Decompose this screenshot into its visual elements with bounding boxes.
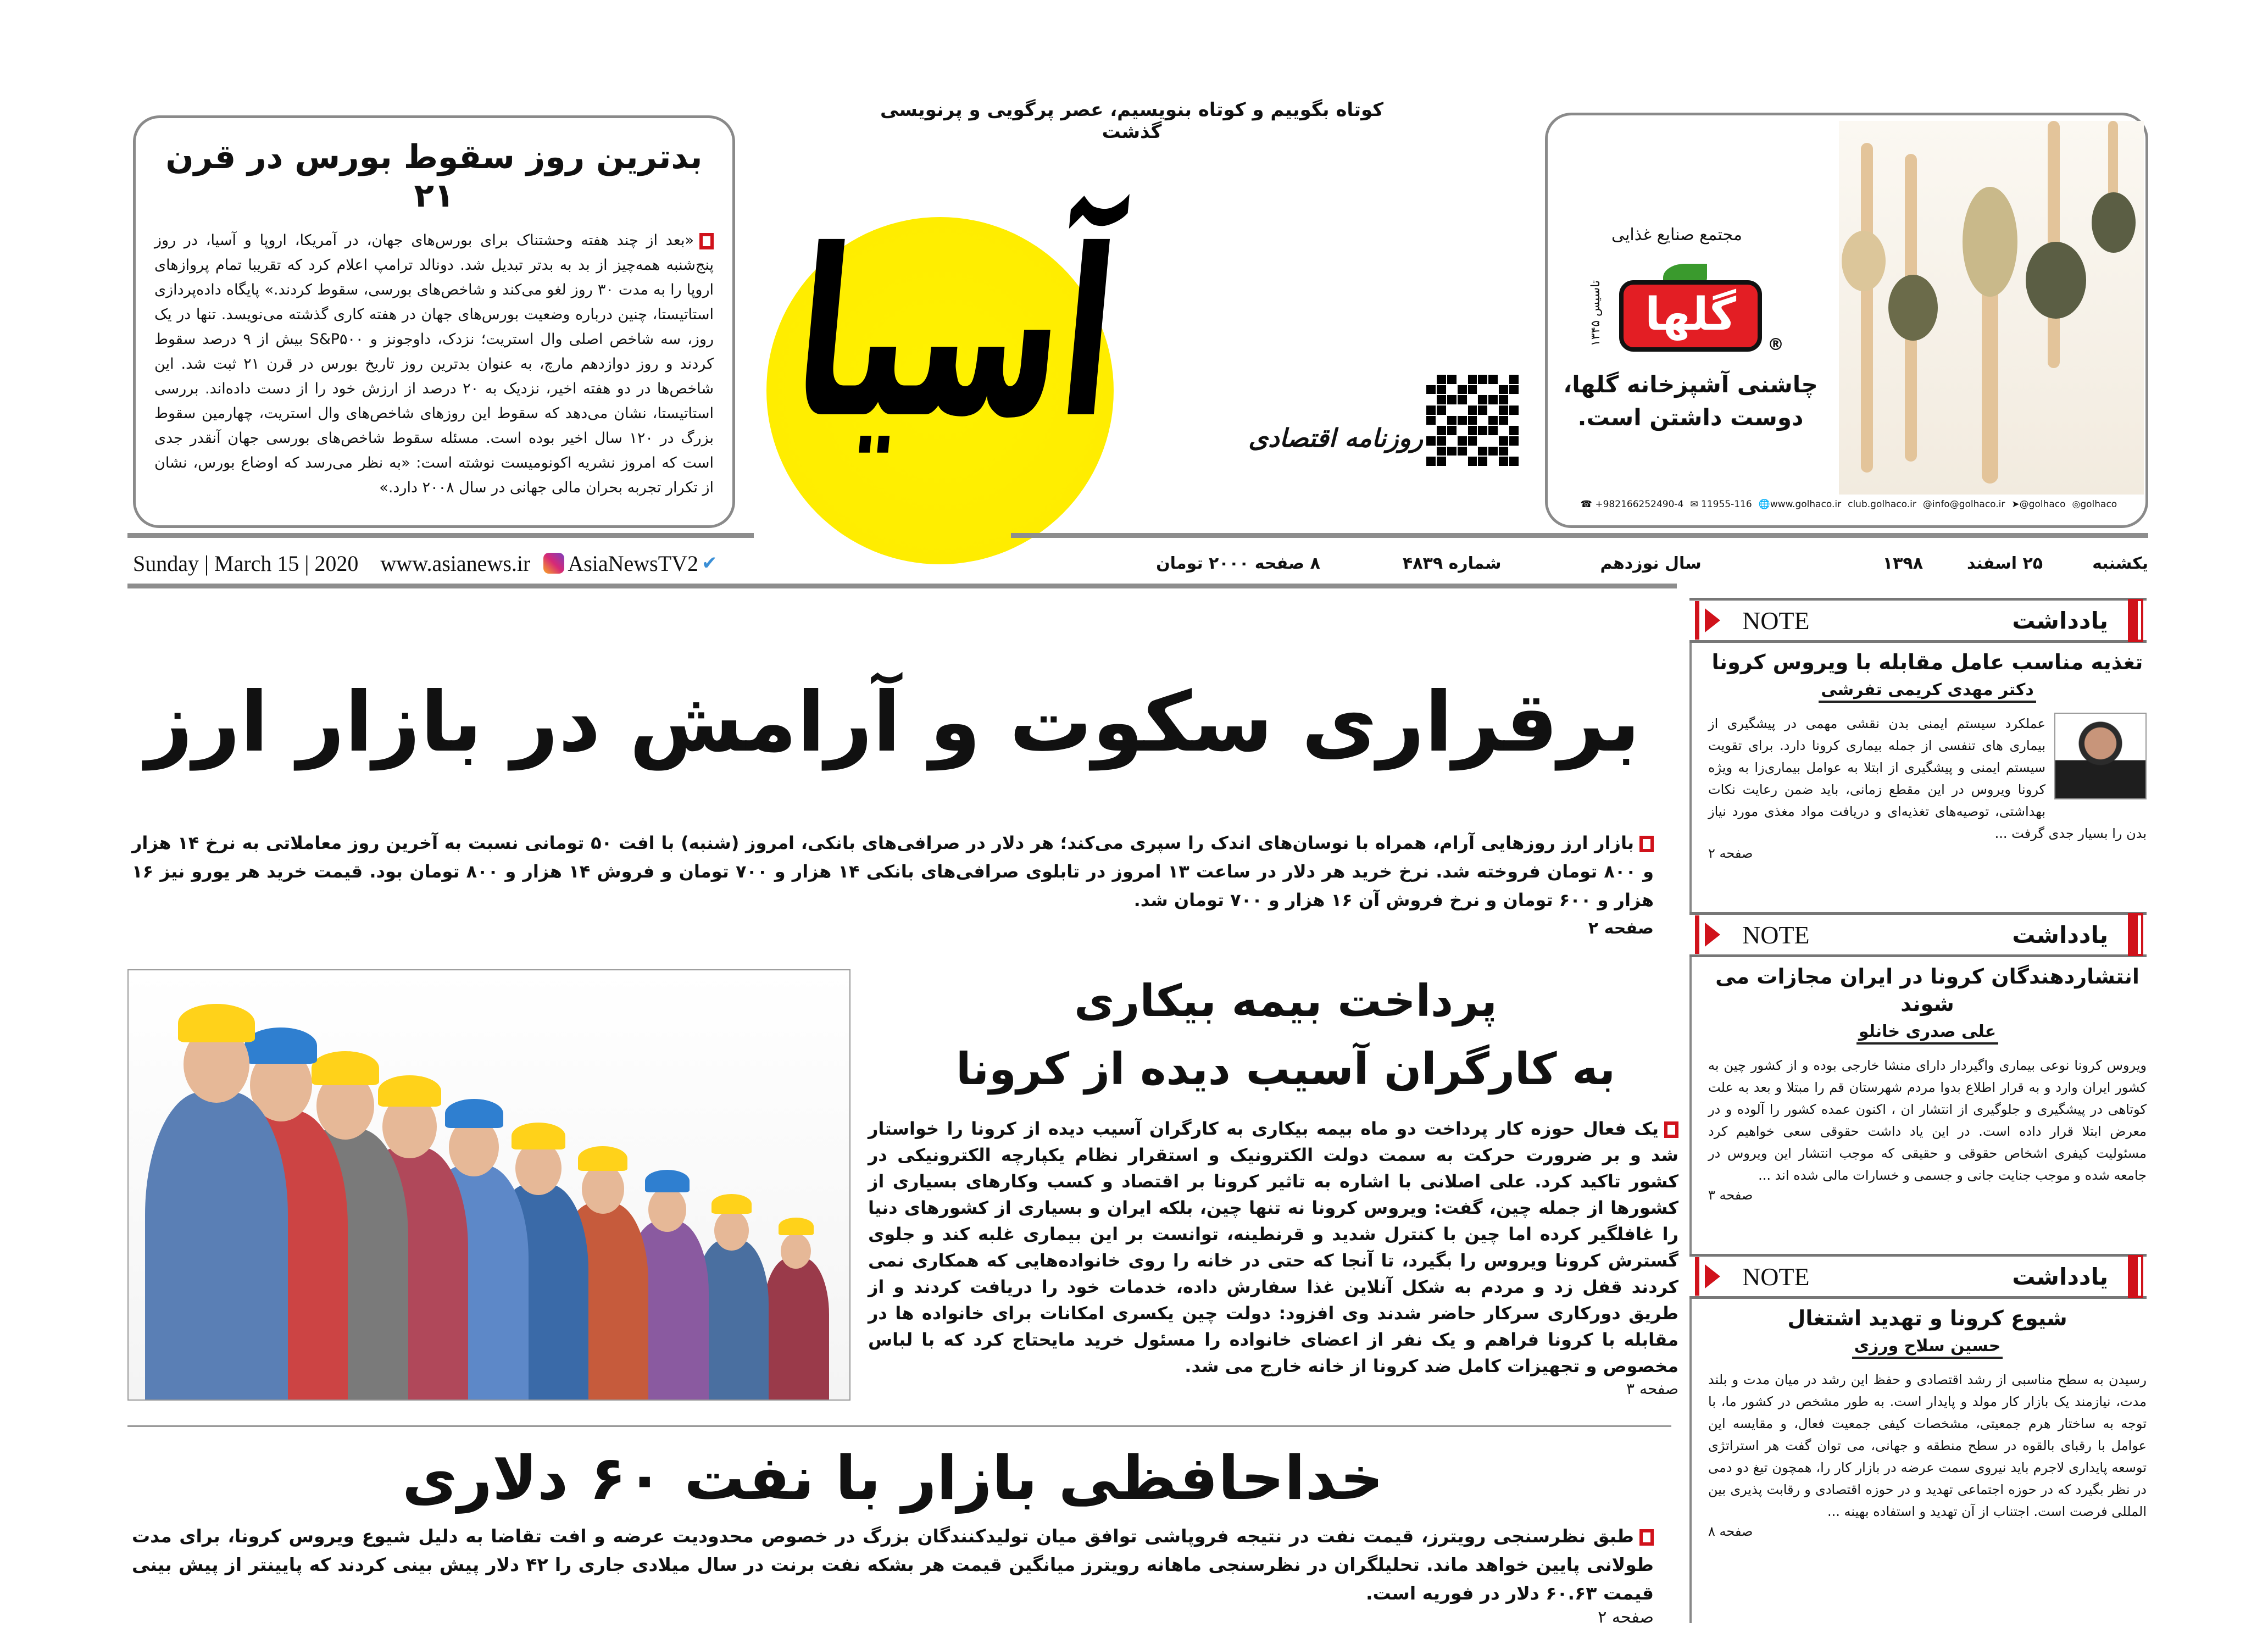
note-text: رسیدن به سطح مناسبی از رشد اقتصادی و حفظ این رشد در میان مدت و بلند مدت، نیازمند یک بازار کار مولد و پایدار است. به طور مشخص در کشور ما، با توجه به ساختار هرم جمعیتی، مشخصات کیفی جمعیت فعال، و مقایسه این عوامل با رقبای بالقوه در سطح منطقه و جهانی، می توان گفت هر استراتژی توسعه پایداری لاجرم باید نیروی سمت عرضه در بازار کار را، همچون تیغ دو دمی در نظر بگیرد که در حوزه اجتماعی تهدید و در حوزه اقتصادی و رقابت پذیری بین المللی فرصت است. اجتناب از آن تهدید و استفاده بهینه ... [1708,1372,2147,1519]
note-bar [2130,915,2141,954]
helmet-icon [779,1218,814,1235]
divider [127,1425,1671,1427]
qr-module [1478,436,1487,446]
worker-figure [145,1092,288,1399]
qr-module [1458,447,1467,456]
qr-module [1509,395,1519,404]
qr-module [1426,375,1436,384]
note-title[interactable]: انتشاردهندگان کرونا در ایران مجازات می شوند [1715,964,2139,1016]
instagram-icon [543,553,564,574]
ad-instagram[interactable]: ◎golhaco [2072,499,2117,510]
qr-module [1447,395,1457,404]
page-ref[interactable]: صفحه ۸ [1708,1524,1753,1539]
ad-established: تاسیس ۱۳۴۵ [1589,280,1603,347]
qr-module [1488,406,1498,415]
play-triangle-icon [1705,923,1720,947]
note-text: عملکرد سیستم ایمنی بدن نقشی مهمی در پیشگیری از بیماری های تنفسی از جمله بیماری کرونا دارد. برای تقویت سیستم ایمنی و پیشگیری از ابتلا به عوامل بیماری‌زا به ویژه کرونا ویروس در این مقطع زمانی، باید ضمن رعایت نکات بهداشتی، توصیه‌های تغذیه‌ای و دریافت مواد مغذی مورد نیاز بدن را بسیار جدی گرفت ... [1708,716,2147,841]
masthead-slogan: کوتاه بگوییم و کوتاه بنویسیم، عصر پرگویی و پرنویسی گذشت [880,99,1384,143]
ad-club[interactable]: club.golhaco.ir [1848,499,1916,510]
qr-module [1509,416,1519,425]
qr-module [1499,426,1508,435]
worker-figure [763,1258,829,1399]
qr-module [1478,416,1487,425]
qr-module [1509,457,1519,466]
note-label-fa: یادداشت [2012,1263,2108,1290]
qr-module [1468,436,1477,446]
ad-motto [1559,368,1822,434]
qr-module [1447,436,1457,446]
note-bar [2130,1257,2141,1296]
qr-module [1468,426,1477,435]
note-header [1689,598,2147,643]
qr-module [1437,385,1446,395]
play-triangle-icon [1705,608,1720,632]
masthead-logo: آسیا [785,201,1126,469]
qr-module [1468,457,1477,466]
qr-module [1426,457,1436,466]
pages-price: ۸ صفحه ۲۰۰۰ تومان [1156,553,1320,573]
qr-module [1478,395,1487,404]
note-label-fa: یادداشت [2012,607,2108,634]
year-fa: ۱۳۹۸ [1882,553,1924,573]
bullet-icon [1639,836,1654,852]
qr-module [1478,447,1487,456]
qr-module [1447,406,1457,415]
ad-motto-line: چاشنی آشپزخانه گلها، [1563,371,1818,398]
helmet-icon [711,1194,752,1214]
qr-module [1478,385,1487,395]
note-body [1708,1369,2147,1523]
helmet-icon [512,1123,565,1149]
qr-module [1426,426,1436,435]
spoons-photo [1839,121,2144,495]
helmet-icon [578,1146,627,1171]
note-label-en: NOTE [1742,1262,1810,1291]
masthead-subtitle: روزنامه اقتصادی [1248,423,1423,453]
note-bar [1695,915,1699,954]
page-ref[interactable]: صفحه ۳ [1708,1187,1753,1203]
info-rule [127,584,1677,588]
date-english: Sunday | March 15 | 2020 [133,551,359,576]
note-body [1708,713,2147,845]
worker-face [648,1187,687,1232]
qr-module [1447,447,1457,456]
helmet-icon [378,1075,441,1107]
qr-module [1458,375,1467,384]
qr-module [1458,426,1467,435]
qr-module [1478,375,1487,384]
story3-headline[interactable]: خداحافظی بازار با نفت ۶۰ دلاری [402,1443,1384,1513]
qr-module [1468,395,1477,404]
qr-module [1488,436,1498,446]
qr-module [1426,436,1436,446]
ad-brand-logo: گلها [1619,280,1762,352]
notes-column [1689,598,2147,1623]
top-left-body: «بعد از چند هفته وحشتناک برای بورس‌های جهان، در آمریکا، اروپا و آسیا، در روز پنج‌شنبه همه‌چیز از بد به بدتر تبدیل شد. دونالد ترامپ اعلام کرد که تقریبا تمام پروازهای اروپا را به مدت ۳۰ روز لغو می‌کند و شاخص‌های بورسی، سقوط کردند.» پایگاه داده‌پردازی استاتیستا، چنین درباره وضعیت بورس‌های جهان در هفته کاری گذشته می‌نویسد. تنها در یک روز، سه شاخص اصلی وال استریت؛ نزدک، داوجونز و S&P۵۰۰ بیش از ۹ درصد سقوط کردند و روز دوازدهم مارچ، به عنوان بدترین روز تاریخ بورس در قرن ۲۱ ثبت شد. این شاخص‌ها در دو هفته اخیر، نزدیک به ۲۰ درصد از ارزش خود را از دست داده‌اند. بررسی استاتیستا، نشان می‌دهد که سقوط این روزهای شاخص‌های وال استریت، چهارمین سقوط بزرگ در ۱۲۰ سال اخیر بوده است. مسئله سقوط شاخص‌های بورسی جهان آنقدر جدی است که امروز نشریه اکونومیست نوشته است: «به نظر می‌رسد که اوضاع بورس، نشان از تکرار تجربه بحران مالی جهانی در سال ۲۰۰۸ دارد.» [154,232,714,496]
qr-module [1458,395,1467,404]
top-rule-right [1011,533,2148,538]
qr-module [1468,416,1477,425]
qr-module [1458,406,1467,415]
top-left-title: بدترین روز سقوط بورس در قرن ۲۱ [165,138,703,215]
helmet-icon [645,1170,690,1192]
qr-module [1437,447,1446,456]
qr-module [1468,385,1477,395]
bullet-icon [1664,1121,1678,1138]
helmet-icon [244,1028,317,1064]
qr-module [1447,426,1457,435]
story3-body [132,1522,1654,1628]
qr-module [1468,375,1477,384]
play-triangle-icon [1705,1264,1720,1288]
story2-text: یک فعال حوزه کار پرداخت دو ماه بیمه بیکاری به کارگران آسیب دیده از کرونا را خواستار شد و بر ضرورت حرکت به سمت دولت الکترونیک و استقرار نظام یکپارچه الکترونیکی در کشور تاکید کرد. علی اصلانی با اشاره به تاثیر کرونا بر اقتصاد و کسب وکارهای بسیاری از کشورها از جمله چین، گفت: ویروس کرونا نه تنها چین، بلکه ایران و بسیاری از کشورهای دنیا را غافلگیر کرده اما چین با کنترل شدید و قرنطینه، توانست بر این بیماری غلبه کند و جلوی گسترش کرونا ویروس را بگیرد، تا آنجا که حتی در خانه را روی خانواده‌هایی که همکاری نمی کردند قفل زد و مردم به شکل آنلاین غذا سفارش داده، خدمات خود را دریافت کردند و از طریق دورکاری سرکار حاضر شدند وی افزود: دولت چین یکسری امکانات برای خانواده ها در مقابله با کرونا فراهم و یک نفر از اعضای خانواده را مسئول خرید مایحتاج کرد که با لباس مخصوص و تجهیزات کامل ضد کرونا از خانه خارج می شد. [868,1118,1678,1376]
note-bar [2130,601,2141,640]
qr-module [1488,375,1498,384]
note-text: ویروس کرونا نوعی بیماری واگیردار دارای منشا خارجی بوده و از کشور چین به کشور ایران وارد و به قرار اطلاع بدوا مردم شهرستان قم را مبتلا و بعد به علت کوتاهی در پیشگیری و جلوگیری از انتشار ان ، اکنون عمده کشور را آلوده و در معرض ابتلا قرار داده است. در این یاد داشت حقوقی سعی خواهیم کرد مسئولیت کیفری اشخاص حقوقی و حقیقی که موجب انتشار این ویروس در جامعه شده و موجب جنایت جانی و جسمی و خسارات مالی شده اند ... [1708,1058,2147,1183]
main-lead-text: بازار ارز روزهایی آرام، همراه با نوسان‌های اندک را سپری می‌کند؛ هر دلار در صرافی‌های بانکی، امروز (شنبه) با افت ۵۰ تومانی نسبت به آخرین روز معاملاتی به نرخ ۱۴ هزار و ۸۰۰ تومان فروخته شد. نرخ خرید هر دلار در ساعت ۱۳ امروز در تابلوی صرافی‌های بانکی ۱۴ هزار و ۷۰۰ تومان و فروش ۱۴ هزار و ۸۰۰ تومان بود. قیمت خرید هر یورو نیز ۱۶ هزار و ۶۰۰ تومان و نرخ فروش آن ۱۶ هزار و ۷۰۰ تومان شد. [132,832,1654,910]
qr-module [1426,406,1436,415]
qr-module [1499,395,1508,404]
helmet-icon [445,1099,503,1128]
ad-phone[interactable]: ☎ +982166252490-4 [1580,499,1684,510]
note-card[interactable] [1689,1254,2147,1623]
date-fa: ۲۵ اسفند [1967,553,2043,573]
qr-module [1437,457,1446,466]
qr-module [1426,447,1436,456]
ad-company: مجتمع صنایع غذایی [1611,225,1742,245]
qr-module [1458,436,1467,446]
story3-text: طبق نظرسنجی رویترز، قیمت نفت در نتیجه فروپاشی توافق میان تولیدکنندگان بزرگ در خصوص محدودیت عرضه و افت تقاضا به دلیل شیوع ویروس کرونا، برای مدت طولانی پایین خواهد ماند. تحلیلگران در نظرسنجی ماهانه رویترز میانگین قیمت هر بشکه نفت برنت در سال میلادی جاری را ۴۲ دلار پیش بینی کردند که پایینتر از پیش بینی قیمت ۶۰.۶۳ دلار در فوریه است. [132,1525,1654,1604]
note-title[interactable]: تغذیه مناسب عامل مقابله با ویروس کرونا [1711,650,2143,674]
note-author: علی صدری خانلو [1856,1022,1998,1045]
note-bar [1695,601,1699,640]
issue-number: شماره ۴۸۳۹ [1402,553,1502,573]
qr-module [1499,416,1508,425]
main-headline[interactable]: برقراری سکوت و آرامش در بازار ارز [145,675,1641,770]
helmet-icon [178,1004,255,1042]
volume: سال نوزدهم [1600,553,1702,573]
qr-module [1447,385,1457,395]
qr-module [1478,426,1487,435]
ad-email[interactable]: @info@golhaco.ir [1922,499,2005,510]
ad-sms[interactable]: ✉ 11955-116 [1690,499,1752,510]
story2-body [868,1115,1678,1399]
qr-module [1426,395,1436,404]
main-lead [132,829,1654,943]
ad-motto-line: دوست داشتن است. [1577,404,1804,431]
qr-module [1437,416,1446,425]
qr-module [1509,426,1519,435]
note-title[interactable]: شیوع کرونا و تهدید اشتغال [1787,1306,2067,1330]
qr-module [1499,436,1508,446]
note-author: دکتر مهدی کریمی تفرشی [1819,680,2036,703]
qr-module [1426,385,1436,395]
story2-headline-line: پرداخت بیمه بیکاری [1074,975,1497,1026]
qr-module [1458,457,1467,466]
qr-module [1488,416,1498,425]
story2-headline[interactable] [901,967,1670,1103]
workers-photo [127,969,850,1401]
top-rule-left [127,533,754,538]
verified-icon: ✔ [702,553,718,574]
golha-ad[interactable] [1545,113,2148,528]
note-header [1689,912,2147,957]
qr-module [1499,385,1508,395]
page-ref[interactable]: صفحه ۲ [1588,919,1654,938]
top-left-story [133,115,735,528]
ad-telegram[interactable]: ➤@golhaco [2011,499,2066,510]
qr-module [1437,426,1446,435]
qr-module [1458,385,1467,395]
author-portrait [2054,713,2147,799]
worker-face [714,1210,748,1251]
bullet-icon [1639,1529,1654,1546]
worker-face [582,1164,624,1214]
day-fa: یکشنبه [2092,553,2148,573]
note-card[interactable] [1689,598,2147,912]
ad-contacts [1552,498,2145,511]
note-label-en: NOTE [1742,920,1810,949]
qr-module [1509,436,1519,446]
qr-module [1478,406,1487,415]
qr-module [1509,375,1519,384]
website-link[interactable]: www.asianews.ir [380,551,531,576]
note-bar [1695,1257,1699,1296]
qr-module [1488,447,1498,456]
qr-module [1426,416,1436,425]
qr-module [1468,406,1477,415]
qr-code-icon[interactable] [1426,375,1519,466]
qr-module [1499,406,1508,415]
qr-module [1499,375,1508,384]
qr-module [1437,436,1446,446]
qr-module [1447,457,1457,466]
qr-module [1499,457,1508,466]
registered-icon: ® [1767,335,1784,354]
qr-module [1478,457,1487,466]
qr-module [1499,447,1508,456]
qr-module [1437,406,1446,415]
page-ref[interactable]: صفحه ۲ [1708,846,1753,861]
page-ref[interactable]: صفحه ۲ [1598,1608,1654,1627]
qr-module [1437,375,1446,384]
qr-module [1458,416,1467,425]
qr-module [1437,395,1446,404]
bullet-icon [699,233,714,249]
qr-module [1509,406,1519,415]
note-header [1689,1254,2147,1299]
qr-module [1488,395,1498,404]
qr-module [1488,426,1498,435]
qr-module [1509,385,1519,395]
note-label-en: NOTE [1742,606,1810,635]
issue-info-bar [133,547,2148,580]
note-body [1708,1054,2147,1186]
instagram-handle[interactable]: AsiaNewsTV2 [568,551,699,576]
note-card[interactable] [1689,912,2147,1254]
qr-module [1447,416,1457,425]
qr-module [1488,385,1498,395]
note-label-fa: یادداشت [2012,921,2108,948]
qr-module [1447,375,1457,384]
qr-module [1488,457,1498,466]
note-author: حسین سلاح ورزی [1852,1336,2003,1359]
page-ref[interactable]: صفحه ۳ [1626,1380,1678,1398]
helmet-icon [312,1051,379,1085]
qr-module [1468,447,1477,456]
qr-module [1509,447,1519,456]
story2-headline-line: به کارگران آسیب دیده از کرونا [956,1043,1615,1095]
ad-website[interactable]: 🌐www.golhaco.ir [1758,499,1842,510]
